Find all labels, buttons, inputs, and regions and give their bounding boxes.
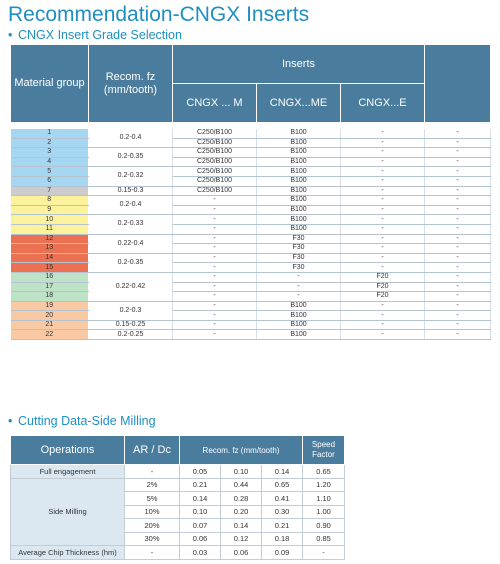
fz-value-cell: 0.10 <box>180 505 221 519</box>
cngx-m-cell: C250/B100 <box>173 138 257 148</box>
fz-value-cell: 0.44 <box>221 478 262 492</box>
header-cngx-m: CNGX ... M <box>173 84 257 123</box>
extra-cell: - <box>425 186 491 196</box>
cngx-e-cell: F20 <box>341 292 425 302</box>
fz-value-cell: 0.18 <box>262 532 303 546</box>
table-row <box>11 546 345 560</box>
ar-dc-cell: 30% <box>125 532 180 546</box>
header-ar-dc: AR / Dc <box>125 436 180 465</box>
table-row <box>11 244 491 254</box>
cngx-me-cell: F30 <box>257 253 341 263</box>
table-row <box>11 330 491 340</box>
ar-dc-cell: - <box>125 546 180 560</box>
cngx-e-cell: - <box>341 253 425 263</box>
operation-label-cell: Average Chip Thickness (hm) <box>11 546 125 560</box>
cngx-e-cell: - <box>341 330 425 340</box>
table-row <box>11 129 491 138</box>
fz-value-cell: 0.65 <box>262 478 303 492</box>
material-group-cell: 16 <box>11 272 89 282</box>
recom-fz-cell: 0.22-0.42 <box>89 272 173 301</box>
operation-label-cell: Side Milling <box>11 478 125 546</box>
extra-cell: - <box>425 263 491 273</box>
cngx-e-cell: - <box>341 138 425 148</box>
cngx-e-cell: - <box>341 234 425 244</box>
extra-cell: - <box>425 157 491 167</box>
material-group-cell: 12 <box>11 234 89 244</box>
extra-cell: - <box>425 176 491 186</box>
bullet-icon: • <box>8 414 13 428</box>
cngx-me-cell: B100 <box>257 176 341 186</box>
table-row <box>11 301 491 311</box>
cngx-me-cell: B100 <box>257 311 341 321</box>
table-row <box>11 292 491 302</box>
fz-value-cell: 0.14 <box>180 492 221 506</box>
cngx-e-cell: - <box>341 157 425 167</box>
extra-cell: - <box>425 244 491 254</box>
speed-factor-cell: 0.85 <box>303 532 345 546</box>
ar-dc-cell: 20% <box>125 519 180 533</box>
operation-label-cell: Full engagement <box>11 465 125 479</box>
material-group-cell: 7 <box>11 186 89 196</box>
cngx-e-cell: - <box>341 263 425 273</box>
table-row <box>11 148 491 158</box>
material-group-cell: 3 <box>11 148 89 158</box>
header-recom-fz: Recom. fz (mm/tooth) <box>180 436 303 465</box>
fz-value-cell: 0.10 <box>221 465 262 479</box>
speed-factor-cell: 0.65 <box>303 465 345 479</box>
fz-value-cell: 0.14 <box>221 519 262 533</box>
cngx-e-cell: - <box>341 167 425 177</box>
speed-factor-cell: - <box>303 546 345 560</box>
cngx-me-cell: B100 <box>257 167 341 177</box>
material-group-cell: 18 <box>11 292 89 302</box>
cngx-m-cell: - <box>173 196 257 206</box>
ar-dc-cell: - <box>125 465 180 479</box>
fz-value-cell: 0.41 <box>262 492 303 506</box>
recom-fz-cell: 0.2-0.25 <box>89 330 173 340</box>
cngx-m-cell: - <box>173 320 257 330</box>
material-group-cell: 2 <box>11 138 89 148</box>
cngx-me-cell: B100 <box>257 138 341 148</box>
cngx-me-cell: B100 <box>257 196 341 206</box>
table-row <box>11 465 345 479</box>
cngx-e-cell: - <box>341 129 425 138</box>
material-group-cell: 14 <box>11 253 89 263</box>
cutting-data-table <box>10 435 345 560</box>
cngx-me-cell: B100 <box>257 224 341 234</box>
cngx-m-cell: - <box>173 224 257 234</box>
cngx-m-cell: C250/B100 <box>173 167 257 177</box>
cngx-m-cell: C250/B100 <box>173 129 257 138</box>
table-row <box>11 176 491 186</box>
recom-fz-cell: 0.22-0.4 <box>89 234 173 253</box>
recom-fz-cell: 0.2-0.35 <box>89 148 173 167</box>
cngx-m-cell: - <box>173 311 257 321</box>
table-row <box>11 320 491 330</box>
fz-value-cell: 0.21 <box>262 519 303 533</box>
fz-value-cell: 0.06 <box>221 546 262 560</box>
cngx-m-cell: - <box>173 205 257 215</box>
speed-factor-cell: 1.20 <box>303 478 345 492</box>
cngx-m-cell: - <box>173 301 257 311</box>
section-title-cutting-data <box>8 413 156 429</box>
table-row <box>11 263 491 273</box>
cngx-me-cell: B100 <box>257 301 341 311</box>
cngx-me-cell: - <box>257 282 341 292</box>
extra-cell: - <box>425 196 491 206</box>
fz-value-cell: 0.20 <box>221 505 262 519</box>
fz-value-cell: 0.06 <box>180 532 221 546</box>
cngx-m-cell: C250/B100 <box>173 148 257 158</box>
cutting-table-body <box>11 465 345 560</box>
table-row <box>11 215 491 225</box>
header-cngx-me: CNGX...ME <box>257 84 341 123</box>
speed-factor-cell: 1.10 <box>303 492 345 506</box>
extra-cell: - <box>425 301 491 311</box>
material-group-cell: 21 <box>11 320 89 330</box>
fz-value-cell: 0.14 <box>262 465 303 479</box>
recom-fz-cell: 0.2-0.4 <box>89 196 173 215</box>
header-blank <box>425 45 491 123</box>
extra-cell: - <box>425 272 491 282</box>
extra-cell: - <box>425 224 491 234</box>
cngx-e-cell: - <box>341 186 425 196</box>
fz-value-cell: 0.03 <box>180 546 221 560</box>
cngx-me-cell: B100 <box>257 330 341 340</box>
fz-value-cell: 0.12 <box>221 532 262 546</box>
header-speed-factor: Speed Factor <box>303 436 345 465</box>
cngx-me-cell: - <box>257 272 341 282</box>
cngx-m-cell: - <box>173 282 257 292</box>
table-row <box>11 186 491 196</box>
extra-cell: - <box>425 205 491 215</box>
extra-cell: - <box>425 215 491 225</box>
fz-value-cell: 0.07 <box>180 519 221 533</box>
header-operations: Operations <box>11 436 125 465</box>
fz-value-cell: 0.05 <box>180 465 221 479</box>
section-title-text: Cutting Data-Side Milling <box>18 414 156 428</box>
cngx-e-cell: - <box>341 148 425 158</box>
ar-dc-cell: 2% <box>125 478 180 492</box>
table-row <box>11 272 491 282</box>
extra-cell: - <box>425 138 491 148</box>
cngx-me-cell: B100 <box>257 215 341 225</box>
cngx-e-cell: F20 <box>341 272 425 282</box>
cngx-e-cell: - <box>341 244 425 254</box>
material-group-cell: 6 <box>11 176 89 186</box>
fz-value-cell: 0.30 <box>262 505 303 519</box>
material-group-cell: 15 <box>11 263 89 273</box>
table-row <box>11 282 491 292</box>
header-cngx-e: CNGX...E <box>341 84 425 123</box>
cngx-me-cell: B100 <box>257 186 341 196</box>
cngx-me-cell: F30 <box>257 234 341 244</box>
material-group-cell: 1 <box>11 129 89 138</box>
material-group-cell: 22 <box>11 330 89 340</box>
cngx-m-cell: - <box>173 244 257 254</box>
recom-fz-cell: 0.2-0.3 <box>89 301 173 320</box>
cngx-me-cell: F30 <box>257 263 341 273</box>
cngx-e-cell: - <box>341 205 425 215</box>
cngx-m-cell: C250/B100 <box>173 157 257 167</box>
fz-value-cell: 0.21 <box>180 478 221 492</box>
table-row <box>11 234 491 244</box>
cngx-e-cell: - <box>341 320 425 330</box>
speed-factor-cell: 1.00 <box>303 505 345 519</box>
extra-cell: - <box>425 148 491 158</box>
cngx-e-cell: - <box>341 311 425 321</box>
cngx-e-cell: - <box>341 176 425 186</box>
section-title-grade-selection <box>8 27 182 43</box>
extra-cell: - <box>425 292 491 302</box>
table-row <box>11 311 491 321</box>
cngx-me-cell: B100 <box>257 148 341 158</box>
cngx-me-cell: B100 <box>257 129 341 138</box>
material-group-cell: 4 <box>11 157 89 167</box>
extra-cell: - <box>425 129 491 138</box>
speed-factor-cell: 0.90 <box>303 519 345 533</box>
table-row <box>11 167 491 177</box>
material-group-cell: 17 <box>11 282 89 292</box>
cngx-me-cell: B100 <box>257 320 341 330</box>
cngx-me-cell: B100 <box>257 205 341 215</box>
recom-fz-cell: 0.2-0.33 <box>89 215 173 234</box>
cngx-e-cell: - <box>341 215 425 225</box>
material-group-cell: 8 <box>11 196 89 206</box>
bullet-icon: • <box>8 28 13 42</box>
recom-fz-cell: 0.15-0.3 <box>89 186 173 196</box>
material-group-cell: 10 <box>11 215 89 225</box>
extra-cell: - <box>425 282 491 292</box>
grade-table-body <box>11 123 491 340</box>
material-group-cell: 9 <box>11 205 89 215</box>
table-row <box>11 157 491 167</box>
cngx-m-cell: C250/B100 <box>173 186 257 196</box>
recom-fz-cell: 0.2-0.32 <box>89 167 173 186</box>
cngx-me-cell: F30 <box>257 244 341 254</box>
extra-cell: - <box>425 234 491 244</box>
cngx-m-cell: - <box>173 330 257 340</box>
fz-value-cell: 0.28 <box>221 492 262 506</box>
cngx-me-cell: B100 <box>257 157 341 167</box>
cngx-e-cell: - <box>341 196 425 206</box>
material-group-cell: 5 <box>11 167 89 177</box>
material-group-cell: 19 <box>11 301 89 311</box>
ar-dc-cell: 5% <box>125 492 180 506</box>
extra-cell: - <box>425 167 491 177</box>
cngx-e-cell: - <box>341 224 425 234</box>
extra-cell: - <box>425 253 491 263</box>
extra-cell: - <box>425 320 491 330</box>
extra-cell: - <box>425 330 491 340</box>
cngx-m-cell: - <box>173 215 257 225</box>
cngx-m-cell: - <box>173 253 257 263</box>
cngx-e-cell: - <box>341 301 425 311</box>
page-title: Recommendation-CNGX Inserts <box>8 3 310 26</box>
material-group-cell: 20 <box>11 311 89 321</box>
cngx-m-cell: C250/B100 <box>173 176 257 186</box>
cngx-m-cell: - <box>173 234 257 244</box>
ar-dc-cell: 10% <box>125 505 180 519</box>
table-row <box>11 224 491 234</box>
cngx-m-cell: - <box>173 272 257 282</box>
cngx-e-cell: F20 <box>341 282 425 292</box>
table-row <box>11 253 491 263</box>
table-row <box>11 205 491 215</box>
table-row <box>11 196 491 206</box>
table-row <box>11 138 491 148</box>
header-material-group: Material group <box>11 45 89 123</box>
header-recom-fz: Recom. fz (mm/tooth) <box>89 45 173 123</box>
material-group-cell: 11 <box>11 224 89 234</box>
cngx-m-cell: - <box>173 292 257 302</box>
cngx-m-cell: - <box>173 263 257 273</box>
table-row <box>11 478 345 492</box>
section-title-text: CNGX Insert Grade Selection <box>18 28 182 42</box>
grade-selection-table <box>10 44 491 340</box>
recom-fz-cell: 0.15-0.25 <box>89 320 173 330</box>
recom-fz-cell: 0.2-0.35 <box>89 253 173 272</box>
recom-fz-cell: 0.2-0.4 <box>89 129 173 148</box>
fz-value-cell: 0.09 <box>262 546 303 560</box>
material-group-cell: 13 <box>11 244 89 254</box>
extra-cell: - <box>425 311 491 321</box>
cngx-me-cell: - <box>257 292 341 302</box>
header-inserts: Inserts <box>173 45 425 84</box>
